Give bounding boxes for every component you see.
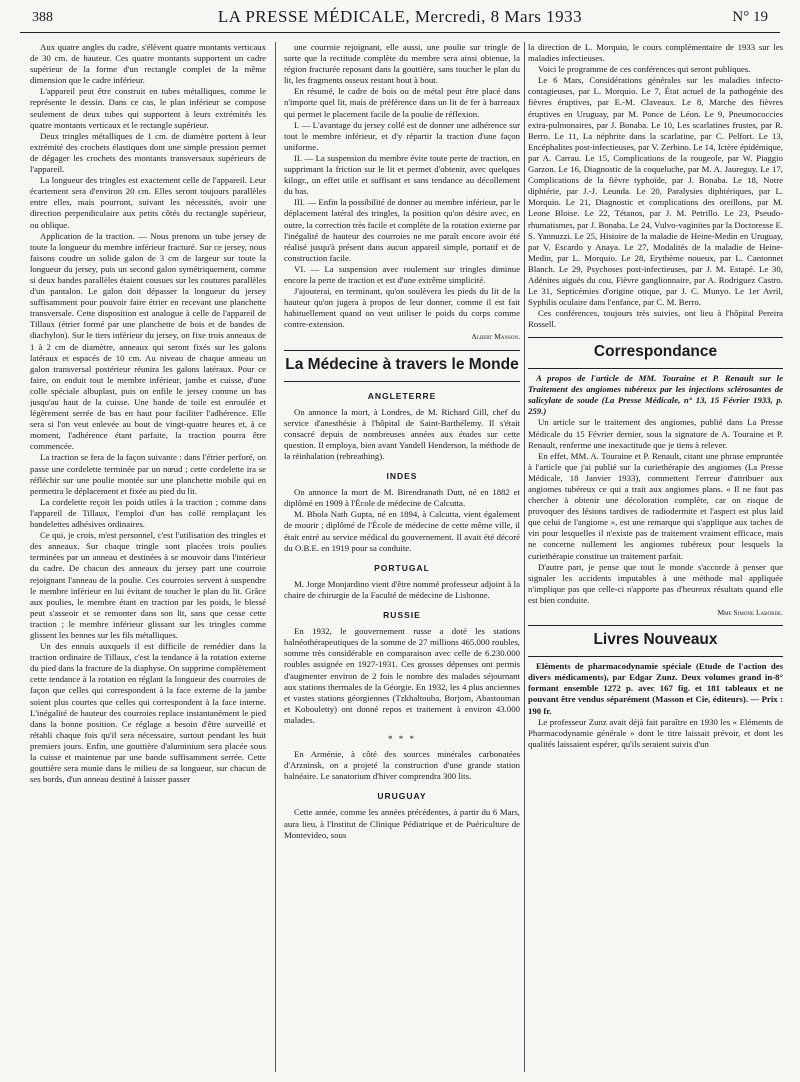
country-heading: PORTUGAL <box>374 562 430 573</box>
paragraph: II. — La suspension du membre évite toute perte de traction, en supprimant la friction sur le lit et permet d'obtenir, avec quelques kilogr., un effet utile et suffisant et sans tendance au décollement du bas. <box>284 152 520 197</box>
masthead: LA PRESSE MÉDICALE, Mercredi, 8 Mars 1933 <box>217 7 583 26</box>
column-divider <box>275 42 276 1072</box>
paragraph: La traction se fera de la façon suivante : dans l'étrier perforé, on passe une cordelette terminée par un nœud ; cette cordelette ira se réfléchir sur une poulie montée sur une planchette mobile qui en permettra le déplacement et fixée au pied du lit. <box>30 452 266 496</box>
paragraph: Voici le programme de ces conférences qui seront publiques. <box>538 64 751 75</box>
paragraph: Application de la traction. — Nous prenons un tube jersey de toute la longueur du membre inférieur fracturé. Sur ce jersey, nous faisons coudre un solide galon de 3 cm de largeur sur toute la longueur du jersey, puis un second galon symétriquement, comme si deux bandes parallèles étaient cousues sur les coutures parallèles d'un pantalon. Le galon doit dépasser la longueur du jersey suffisamment pour pouvoir faire étrier en recevant une planchette transversale. Cette disposition est analogue à celle de l'appareil de Tillaux (étrier formé par une planchette de bois et de bandes de diachylon). Sur le tiers inférieur du jersey, on fixe trois anneaux de 1 à 2 cm de diamètre, anneaux qui seront fixés sur les galons latéraux et espacés de 10 cm. Au niveau de chaque anneau un galon transversal postérieur réunira les galons latéraux. Pour ce faire, on enduit tout le membre inférieur, jambe et cuisse, d'une colle spéciale albuplast, puis on enfile le jersey comme un bas jusqu'au haut de la cuisse. Une bande de toile est enroulée et légèrement serrée de bas en haut pour faciliter l'adhérence. Elle sera si l'on veut enlevée au bout de vingt-quatre heures et, à ce moment, l'adhérence étant parfaite, la traction pourra être commencée. <box>30 230 266 452</box>
paragraph: On annonce la mort de M. Birendranath Dutt, né en 1882 et diplômé en 1909 à l'École de médecine de Calcutta. <box>284 487 520 509</box>
paragraph: Aux quatre angles du cadre, s'élèvent quatre montants verticaux de 30 cm. de hauteur. Ces quatre montants supportent un cadre supérieur de la forme d'un rectangle complet de la même dimension que le cadre inférieur. <box>30 42 266 86</box>
section-rule <box>528 337 783 338</box>
page-number: 388 <box>32 10 53 25</box>
section-title: Livres Nouveaux <box>593 631 718 649</box>
paragraph: En Arménie, à côté des sources minérales carbonatées d'Arzninsk, on a projeté la construction d'une grande station balnéaire. Le sanatorium d'hiver comprendra 300 lits. <box>284 749 520 782</box>
section-rule <box>284 381 520 382</box>
article-heading: A propos de l'article de MM. Touraine et P. Renault sur le Traitement des angiomes tubéreux par les injections sclérosantes de salicylate de soude (La Presse Médicale, n° 13, 15 Février 1933, p. 259.) <box>528 373 783 417</box>
paragraph: Un article sur le traitement des angiomes, publié dans La Presse Médicale du 15 Février dernier, sous la signature de A. Touraine et P. Renault, renferme une inexactitude que je tiens à relever. <box>528 417 783 450</box>
section-rule <box>528 625 783 626</box>
separator-stars: * * * <box>388 733 416 744</box>
issue-number: N° 19 <box>732 9 768 25</box>
section-title: Correspondance <box>593 343 718 361</box>
paragraph: J'ajouterai, en terminant, qu'on soulèvera les pieds du lit de la hauteur qu'on jugera à propos de leur donner, comme il est fait habituellement quand on veut utiliser le poids du corps comme contre-extension. <box>284 286 520 330</box>
paragraph: la direction de L. Morquio, le cours complémentaire de 1933 sur les maladies infectieuses. <box>528 42 783 64</box>
section-rule <box>528 656 783 657</box>
paragraph: M. Bhola Nath Gupta, né en 1894, à Calcutta, vient également de mourir ; diplômé de l'École de médecine de cette même ville, il était entré au service médical du gouvernement. Il avait été décoré du O.B.E. en 1919 pour sa conduite. <box>284 509 520 553</box>
author-signature: Mme Simone Laborde. <box>717 608 783 618</box>
paragraph: En effet, MM. A. Touraine et P. Renault, citant une phrase empruntée à l'article que j'ai publié sur la curiethérapie des angiomes (La Presse Médicale, 18 Janvier 1933), commettent l'erreur d'attribuer aux angiomes tubéreux ce qui a trait aux angiomes plans. « Il ne faut pas chercher à obtenir une décoloration complète, car on risque de provoquer des lésions tardives de radiodermite et l'aspect est plus laid que celui de l'angiome », est une remarque qui s'applique aux taches de vin pour lesquelles il n'existe pas de traitement vraiment efficace, mais ne concerne nullement les angiomes tubéreux pour lesquels la curiethérapie constitue un traitement parfait. <box>528 450 783 561</box>
column-3 <box>528 42 783 1078</box>
paragraph: D'autre part, je pense que tout le monde s'accorde à penser que signaler les accidents imputables à une méthode mal appliquée n'implique pas que celle-ci n'apporte pas d'heureux résultats quand elle est bien conduite. <box>528 561 783 605</box>
paragraph: En 1932, le gouvernement russe a doté les stations balnéothérapeutiques de la somme de 27 millions 465.000 roubles, somme très considérable en comparaison avec celle de 6.230.000 roubles assignée en 1927-1931. Ces grosses dépenses ont permis d'augmenter environ de 2 fois le nombre des malades séjournant aux stations thermales de la Géorgie. En 1932, les 4 plus anciennes et vastes stations géorgiennes (Tzkhaltouba, Borjom, Abastouman et Kobouletty) ont donné repos et traitement à environ 43.000 malades. <box>284 626 520 725</box>
paragraph: Le professeur Zunz avait déjà fait paraître en 1930 les « Eléments de Pharmacodynamie générale » dont le titre laissait prévoir, et dont les qualités laissaient espérer, qu'ils seraient suivis d'un <box>528 716 783 749</box>
paragraph: On annonce la mort, à Londres, de M. Richard Gill, chef du service d'anesthésie à l'hôpital de Saint-Barthélemy. Il s'était consacré depuis de nombreuses années aux études sur cette question. Il employa, bien avant Yandell Henderson, la méthode de la réinhalation (rebreathing). <box>284 406 520 461</box>
paragraph: une courroie rejoignant, elle aussi, une poulie sur tringle de sorte que la rectitude complète du membre sera ainsi obtenue, la région fracturée reposant dans la gouttière, sans toucher le plan du lit, les fragments osseux restant bout à bout. <box>284 42 520 86</box>
column-divider <box>524 42 525 1072</box>
paragraph: Ces conférences, toujours très suivies, ont lieu à l'hôpital Pereira Rossell. <box>528 308 783 330</box>
paragraph: III. — Enfin la possibilité de donner au membre inférieur, par le déplacement latéral des tringles, la position qu'on désire avec, en outre, la correction très facile et complète de la rotation externe par l'inégalité de hauteur des courroies ne me paraît encore avoir été réalisé jusqu'à présent dans aucun appareil simple, portatif et de construction facile. <box>284 197 520 263</box>
paragraph: En résumé, le cadre de bois ou de métal peut être placé dans n'importe quel lit, mais de préférence dans un lit de fer à barreaux qui permet le placement facile de la poulie de réflexion. <box>284 86 520 119</box>
paragraph: M. Jorge Monjardino vient d'être nommé professeur adjoint à la chaire de chirurgie de la Faculté de médecine de Lisbonne. <box>284 578 520 600</box>
section-rule <box>284 350 520 351</box>
column-2 <box>284 42 520 1078</box>
paragraph: Ce qui, je crois, m'est personnel, c'est l'utilisation des tringles et des anneaux. Sur chaque tringle sont placées trois poulies terminées par un anneau et destinées à se mouvoir dans l'intérieur du cadre. De chacun des anneaux du jersey part une courroie rejoignant l'anneau de la poulie. Ces courroies servent à suspendre le membre inférieur en lui évitant de toucher le plan du lit. Grâce aux poulies, le membre étant en traction par les poids, le blessé peut s'asseoir et se remonter dans son lit, sans que cesse cette traction ; le membre inférieur glissant sur les tringles comme glissent les bennes sur les fils métalliques. <box>30 530 266 640</box>
paragraph: Cette année, comme les années précédentes, à partir du 6 Mars, aura lieu, à l'Institut de Clinique Pédiatrique et de Puériculture de Montevideo, sous <box>284 807 520 840</box>
page-header <box>20 4 780 33</box>
section-title: La Médecine à travers le Monde <box>285 355 519 373</box>
country-heading: ANGLETERRE <box>367 390 437 401</box>
country-heading: INDES <box>386 471 418 482</box>
paragraph: VI. — La suspension avec roulement sur tringles diminue encore la perte de traction et est d'une extrême simplicité. <box>284 263 520 285</box>
paragraph: Le 6 Mars, Considérations générales sur les maladies infecto-contagieuses, par L. Morquio. Le 7, État actuel de la pathogénie des fièvres éruptives, par E.-M. Claveaux. Le 8, Marche des fièvres éruptives en Uruguay, par M. Ponce de Léon. Le 9, Pneumococcies extra-pulmonaires, par J. Bonaba. Le 10, Les scarlatines frustes, par R. Berro. Le 11, La néphrite dans la scarlatine, par C. Pelfort. Le 13, Encéphalites post-infectieuses, par V. Zerbino. Le 14, Ictère épidémique, par A. Carrau. Le 15, Complications de la rougeole, par W. Piaggio Garzon. Le 16, Diagnostic de la coqueluche, par M. A. Jaureguy. Le 17, Complications de la fièvre typhoïde, par J. Bonaba. Le 18, Notre diphtérie, par J.-J. Leunda. Le 20, Paralysies diphtériques, par L. Morquio. Le 21, Diagnostic et complications des oreillons, par M. Leone Bloise. Le 22, Tétanos, par J. M. Petrillo. Le 23, Pseudo-rhumatismes, par J. Bonaba. Le 24, Vulvo-vaginites par la Doctoresse E. S. Yannuzzi. Le 25, Histoire de la maladie de Heine-Medin en Uruguay, par V. Escardo y Anaya. Le 27, Modalités de la maladie de Heine-Medin, par L. Morquio. Le 28, Erythème noueux, par L. Cantonnet Blanch. Le 29, Psychoses post-infectieuses, par J. M. Estapé. Le 30, Adénites aiguës du cou, Fièvre ganglionnaire, par A. Rodriguez Castro. Le 31, Septicémies d'origine otique, par J. C. Munyo. Le 1er Avril, Syphilis oculaire dans l'enfance, par C. M. Berro. <box>528 75 783 308</box>
paragraph: L'appareil peut être construit en tubes métalliques, comme le représente le dessin. Dans ce cas, le plan inférieur se compose seulement de deux tubes qui supportent à leurs extrémités les quatre montants verticaux et le rectangle supérieur. <box>30 86 266 130</box>
paragraph: I. — L'avantage du jersey collé est de donner une adhérence sur tout le membre inférieur, et d'y répartir la traction d'une façon uniforme. <box>284 119 520 152</box>
paragraph: La cordelette reçoit les poids utiles à la traction ; comme dans l'appareil de Tillaux, l'emploi d'un bas collé remplaçant les bandelettes adhésives ordinaires. <box>30 496 266 530</box>
paragraph: La longueur des tringles est exactement celle de l'appareil. Leur écartement sera d'environ 20 cm. Elles seront toujours parallèles entre elles, mais pourront, suivant les nécessités, avoir une direction perpendiculaire aux petits côtés du rectangle supérieur, ou oblique. <box>30 175 266 230</box>
country-heading: URUGUAY <box>377 791 427 802</box>
book-heading: Eléments de pharmacodynamie spéciale (Etude de l'action des divers médicaments), par Edgar Zunz. Deux volumes grand in-8° formant ensemble 1272 p. avec 167 fig. et 181 tableaux et ne pouvant être vendus séparément (Masson et Cie, éditeurs). — Prix : 190 fr. <box>528 661 783 716</box>
country-heading: RUSSIE <box>383 610 421 621</box>
paragraph: Un des ennuis auxquels il est difficile de remédier dans la traction ordinaire de Tillaux, c'est la tendance à la rotation externe du pied dans la fracture de la diaphyse. On supprime complètement cette tendance à la rotation en réglant la longueur des courroies de façon que celles qui correspondent à la face externe de la jambe soient plus courtes que celles qui correspondent à la face interne. L'inégalité de hauteur des courroies replace instantanément le pied dans la bonne position. Ce réglage a besoin d'être surveillé et rétabli chaque fois qu'il sera nécessaire, surtout pendant les huit premiers jours. Enfin, une gouttière d'aluminium sera placée sous la cuisse et maintenue par une bande suffisamment serrée. Cette gouttière sera munie dans le milieu de sa longueur, sur chacun de ses bords, d'un anneau destiné à laisser passer <box>30 641 266 785</box>
paragraph: Deux tringles métalliques de 1 cm. de diamètre portent à leur extrémité des crochets élastiques dont une simple pression permet de dégager les crochets des montants transversaux supérieurs de l'appareil. <box>30 130 266 175</box>
column-1 <box>30 42 266 1078</box>
section-rule <box>528 368 783 369</box>
author-signature: Albert Manson. <box>471 332 520 342</box>
